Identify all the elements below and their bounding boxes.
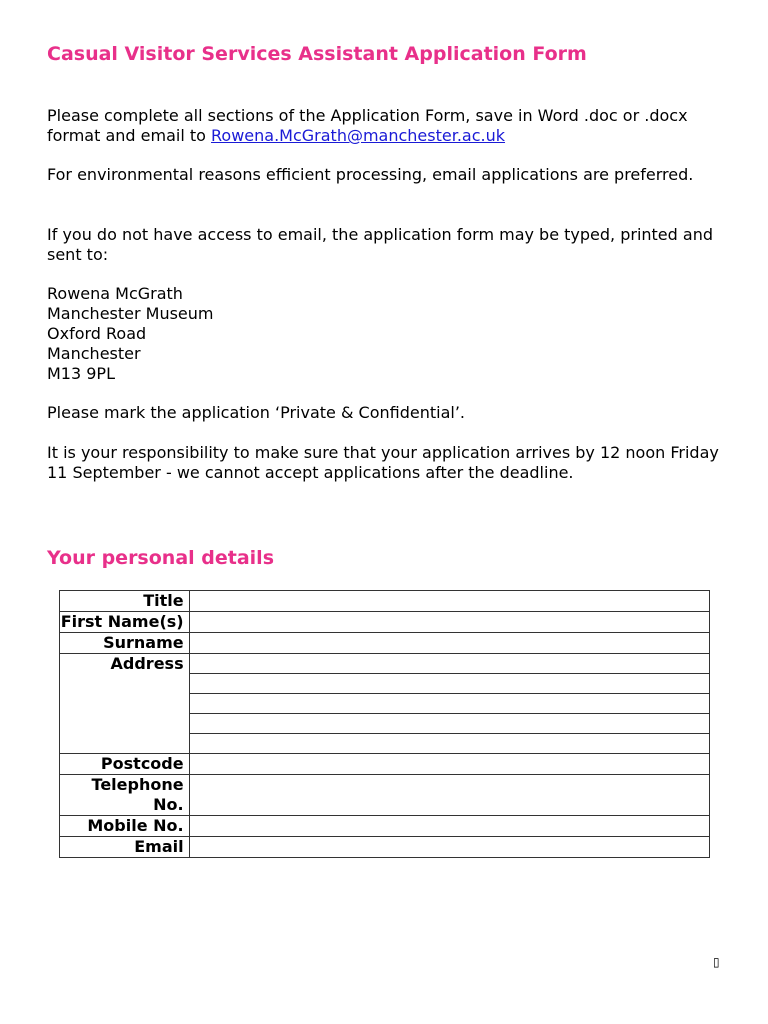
first-names-field[interactable] [189, 612, 709, 633]
address-line-5-field[interactable] [189, 734, 709, 754]
postal-address [47, 284, 719, 384]
intro-paragraph-5: It is your responsibility to make sure that your application arrives by 12 noon Friday 11 September - we cannot accept applications after the deadline. [47, 443, 719, 482]
table-row [60, 654, 710, 674]
table-row [60, 591, 710, 612]
address-line: M13 9PL [47, 364, 115, 383]
section-heading-personal-details: Your personal details [47, 547, 274, 569]
table-row [60, 754, 710, 775]
address-label: Address [60, 654, 190, 754]
table-row [60, 816, 710, 837]
table-row [60, 775, 710, 816]
mobile-field[interactable] [189, 816, 709, 837]
address-line: Rowena McGrath [47, 284, 183, 303]
address-line-2-field[interactable] [189, 674, 709, 694]
page-title: Casual Visitor Services Assistant Application Form [47, 43, 587, 65]
first-names-label: First Name(s) [60, 612, 190, 633]
intro-paragraph-3: If you do not have access to email, the application form may be typed, printed and sent to: [47, 225, 713, 264]
telephone-field[interactable] [189, 775, 709, 816]
surname-field[interactable] [189, 633, 709, 654]
personal-details-table [59, 590, 710, 858]
address-line: Manchester Museum [47, 304, 214, 323]
surname-label: Surname [60, 633, 190, 654]
mobile-label: Mobile No. [60, 816, 190, 837]
title-field[interactable] [189, 591, 709, 612]
address-line-1-field[interactable] [189, 654, 709, 674]
intro-paragraph-2: For environmental reasons efficient processing, email applications are preferred. [47, 165, 694, 184]
page-footer-glyph: ▯ [713, 955, 720, 969]
table-row [60, 837, 710, 858]
intro-paragraph-4: Please mark the application ‘Private & Confidential’. [47, 403, 465, 422]
title-label: Title [60, 591, 190, 612]
email-label: Email [60, 837, 190, 858]
table-row [60, 612, 710, 633]
email-link[interactable]: Rowena.McGrath@manchester.ac.uk [211, 126, 506, 145]
telephone-label: Telephone No. [60, 775, 190, 816]
email-field[interactable] [189, 837, 709, 858]
address-line: Oxford Road [47, 324, 147, 343]
table-row [60, 633, 710, 654]
address-line-3-field[interactable] [189, 694, 709, 714]
address-line-4-field[interactable] [189, 714, 709, 734]
intro-paragraph-1 [47, 106, 719, 146]
intro-text-1: Please complete all sections of the Application Form, save in Word .doc or .docx format and email to [47, 106, 688, 145]
postcode-field[interactable] [189, 754, 709, 775]
address-line: Manchester [47, 344, 141, 363]
postcode-label: Postcode [60, 754, 190, 775]
